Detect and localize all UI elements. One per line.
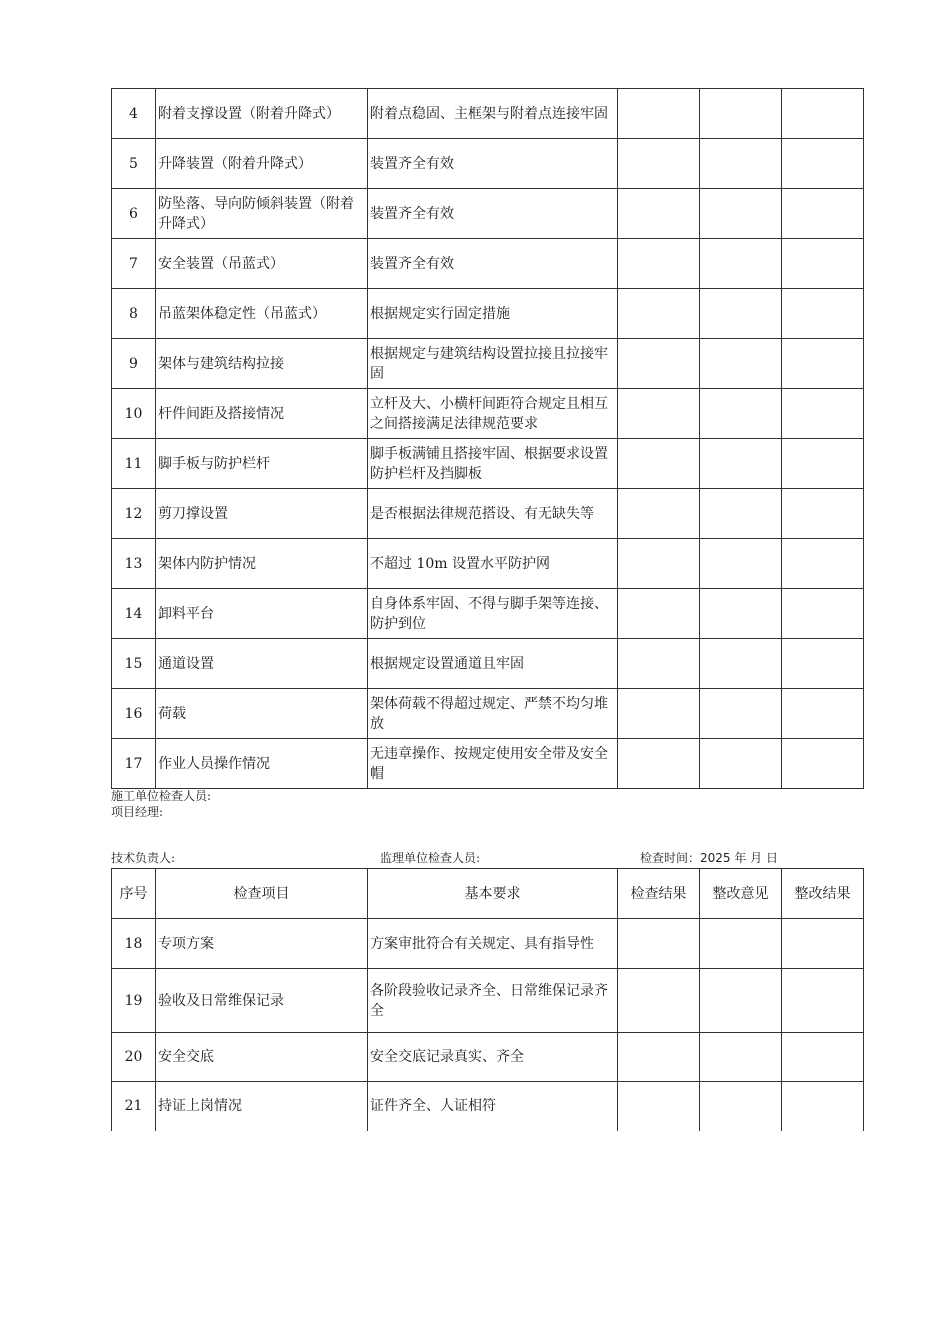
row-item: 持证上岗情况 [156, 1082, 368, 1131]
project-manager-label: 项目经理: [111, 805, 164, 819]
row-result-cell[interactable] [618, 439, 700, 489]
row-fix-result-cell[interactable] [782, 739, 864, 789]
table-row [112, 239, 864, 289]
row-result-cell[interactable] [618, 739, 700, 789]
row-number: 18 [112, 919, 156, 969]
row-item: 附着支撑设置（附着升降式） [156, 89, 368, 139]
row-requirement: 安全交底记录真实、齐全 [368, 1033, 618, 1082]
table-header-row [112, 869, 864, 919]
row-opinion-cell[interactable] [700, 639, 782, 689]
table-row [112, 389, 864, 439]
row-requirement: 证件齐全、人证相符 [368, 1082, 618, 1131]
row-number: 12 [112, 489, 156, 539]
inspection-table-part1 [111, 88, 864, 789]
row-item: 作业人员操作情况 [156, 739, 368, 789]
row-fix-result-cell[interactable] [782, 639, 864, 689]
row-result-cell[interactable] [618, 589, 700, 639]
table-row [112, 689, 864, 739]
row-item: 专项方案 [156, 919, 368, 969]
row-opinion-cell[interactable] [700, 739, 782, 789]
row-number: 5 [112, 139, 156, 189]
table-row [112, 639, 864, 689]
row-requirement: 装置齐全有效 [368, 139, 618, 189]
row-fix-result-cell[interactable] [782, 689, 864, 739]
row-requirement: 不超过 10m 设置水平防护网 [368, 539, 618, 589]
row-opinion-cell[interactable] [700, 139, 782, 189]
table-row [112, 439, 864, 489]
row-requirement: 无违章操作、按规定使用安全带及安全帽 [368, 739, 618, 789]
row-fix-result-cell[interactable] [782, 189, 864, 239]
row-fix-result-cell[interactable] [782, 1082, 864, 1131]
table-row [112, 189, 864, 239]
row-number: 10 [112, 389, 156, 439]
row-fix-result-cell[interactable] [782, 239, 864, 289]
header-requirement: 基本要求 [368, 869, 618, 919]
table-row [112, 89, 864, 139]
construction-inspector-label: 施工单位检查人员: [111, 789, 212, 803]
row-number: 7 [112, 239, 156, 289]
row-opinion-cell[interactable] [700, 289, 782, 339]
row-item: 荷载 [156, 689, 368, 739]
row-number: 6 [112, 189, 156, 239]
row-number: 19 [112, 969, 156, 1033]
row-item: 通道设置 [156, 639, 368, 689]
row-requirement: 立杆及大、小横杆间距符合规定且相互之间搭接满足法律规范要求 [368, 389, 618, 439]
row-fix-result-cell[interactable] [782, 489, 864, 539]
row-opinion-cell[interactable] [700, 1082, 782, 1131]
row-opinion-cell[interactable] [700, 489, 782, 539]
row-requirement: 附着点稳固、主框架与附着点连接牢固 [368, 89, 618, 139]
technical-lead-label: 技术负责人: [111, 851, 176, 865]
row-fix-result-cell[interactable] [782, 89, 864, 139]
row-fix-result-cell[interactable] [782, 139, 864, 189]
row-number: 9 [112, 339, 156, 389]
row-requirement: 脚手板满铺且搭接牢固、根据要求设置防护栏杆及挡脚板 [368, 439, 618, 489]
row-item: 架体内防护情况 [156, 539, 368, 589]
row-number: 21 [112, 1082, 156, 1131]
supervision-inspector-label: 监理单位检查人员: [380, 851, 481, 865]
table-row [112, 289, 864, 339]
row-result-cell[interactable] [618, 389, 700, 439]
table-row [112, 739, 864, 789]
header-result: 检查结果 [618, 869, 700, 919]
row-number: 13 [112, 539, 156, 589]
inspection-table-part2 [111, 868, 864, 1131]
table-row [112, 1082, 864, 1131]
table-row [112, 539, 864, 589]
row-item: 吊蓝架体稳定性（吊蓝式） [156, 289, 368, 339]
row-result-cell[interactable] [618, 289, 700, 339]
row-fix-result-cell[interactable] [782, 389, 864, 439]
row-opinion-cell[interactable] [700, 439, 782, 489]
row-fix-result-cell[interactable] [782, 969, 864, 1033]
row-result-cell[interactable] [618, 189, 700, 239]
header-item: 检查项目 [156, 869, 368, 919]
row-requirement: 方案审批符合有关规定、具有指导性 [368, 919, 618, 969]
row-result-cell[interactable] [618, 89, 700, 139]
table-row [112, 339, 864, 389]
header-fix-result: 整改结果 [782, 869, 864, 919]
row-requirement: 是否根据法律规范搭设、有无缺失等 [368, 489, 618, 539]
table-row [112, 1033, 864, 1082]
row-number: 11 [112, 439, 156, 489]
row-number: 20 [112, 1033, 156, 1082]
row-fix-result-cell[interactable] [782, 539, 864, 589]
row-requirement: 根据规定实行固定措施 [368, 289, 618, 339]
table-row [112, 919, 864, 969]
row-result-cell[interactable] [618, 239, 700, 289]
row-opinion-cell[interactable] [700, 589, 782, 639]
check-time-label: 检查时间：2025 年 月 日 [640, 851, 778, 865]
row-item: 防坠落、导向防倾斜装置（附着升降式） [156, 189, 368, 239]
row-opinion-cell[interactable] [700, 389, 782, 439]
row-number: 4 [112, 89, 156, 139]
row-opinion-cell[interactable] [700, 189, 782, 239]
row-item: 架体与建筑结构拉接 [156, 339, 368, 389]
table-row [112, 139, 864, 189]
row-item: 杆件间距及搭接情况 [156, 389, 368, 439]
row-requirement: 自身体系牢固、不得与脚手架等连接、防护到位 [368, 589, 618, 639]
row-item: 升降装置（附着升降式） [156, 139, 368, 189]
row-opinion-cell[interactable] [700, 919, 782, 969]
row-result-cell[interactable] [618, 1082, 700, 1131]
row-result-cell[interactable] [618, 539, 700, 589]
table-row [112, 489, 864, 539]
table-row [112, 589, 864, 639]
row-requirement: 根据规定与建筑结构设置拉接且拉接牢固 [368, 339, 618, 389]
row-requirement: 各阶段验收记录齐全、日常维保记录齐全 [368, 969, 618, 1033]
row-opinion-cell[interactable] [700, 969, 782, 1033]
row-number: 15 [112, 639, 156, 689]
row-fix-result-cell[interactable] [782, 919, 864, 969]
row-opinion-cell[interactable] [700, 239, 782, 289]
row-item: 脚手板与防护栏杆 [156, 439, 368, 489]
row-result-cell[interactable] [618, 339, 700, 389]
row-number: 8 [112, 289, 156, 339]
row-opinion-cell[interactable] [700, 89, 782, 139]
row-fix-result-cell[interactable] [782, 339, 864, 389]
row-number: 16 [112, 689, 156, 739]
row-opinion-cell[interactable] [700, 339, 782, 389]
row-requirement: 根据规定设置通道且牢固 [368, 639, 618, 689]
row-result-cell[interactable] [618, 689, 700, 739]
row-number: 14 [112, 589, 156, 639]
row-number: 17 [112, 739, 156, 789]
row-item: 卸料平台 [156, 589, 368, 639]
row-item: 安全交底 [156, 1033, 368, 1082]
row-opinion-cell[interactable] [700, 539, 782, 589]
header-opinion: 整改意见 [700, 869, 782, 919]
header-no: 序号 [112, 869, 156, 919]
row-result-cell[interactable] [618, 139, 700, 189]
row-result-cell[interactable] [618, 919, 700, 969]
row-requirement: 架体荷载不得超过规定、严禁不均匀堆放 [368, 689, 618, 739]
row-result-cell[interactable] [618, 969, 700, 1033]
row-fix-result-cell[interactable] [782, 439, 864, 489]
row-requirement: 装置齐全有效 [368, 239, 618, 289]
row-opinion-cell[interactable] [700, 689, 782, 739]
row-result-cell[interactable] [618, 489, 700, 539]
row-item: 安全装置（吊蓝式） [156, 239, 368, 289]
row-fix-result-cell[interactable] [782, 1033, 864, 1082]
row-opinion-cell[interactable] [700, 1033, 782, 1082]
table-row [112, 969, 864, 1033]
row-result-cell[interactable] [618, 1033, 700, 1082]
row-item: 剪刀撑设置 [156, 489, 368, 539]
row-item: 验收及日常维保记录 [156, 969, 368, 1033]
row-result-cell[interactable] [618, 639, 700, 689]
row-fix-result-cell[interactable] [782, 589, 864, 639]
row-fix-result-cell[interactable] [782, 289, 864, 339]
row-requirement: 装置齐全有效 [368, 189, 618, 239]
